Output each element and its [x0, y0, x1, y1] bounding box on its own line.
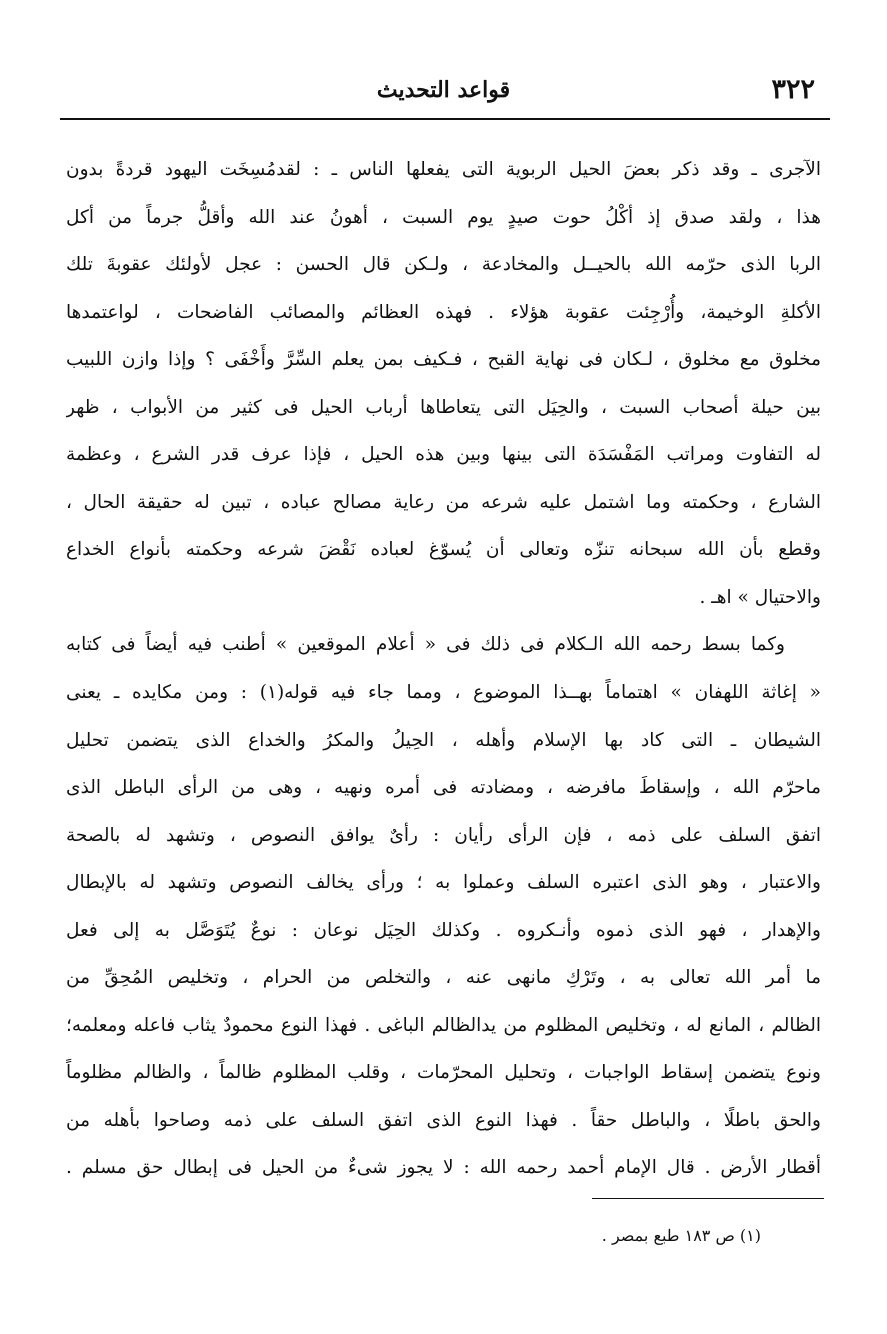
- footnote-rule: [592, 1198, 824, 1199]
- text-line: أقطار الأرض . قال الإمام أحمد رحمه الله : لا يجوز شىءٌ من الحيل فى إبطال حق مسلم .: [66, 1157, 821, 1179]
- body-text: [66, 146, 821, 1192]
- text-line: وكما بسط رحمه الله الـكلام فى ذلك فى « أعلام الموقعين » أطنب فيه أيضاً فى كتابه: [66, 634, 785, 656]
- text-line: الآجرى ـ وقد ذكر بعضَ الحيل الربوية التى يفعلها الناس ـ : لقدمُسِخَت اليهود قردةً بدون: [66, 159, 821, 180]
- text-line: هذا ، ولقد صدق إذ أكْلُ حوت صيدٍ يوم السبت ، أهونُ عند الله وأقلُّ جرماً من أكل: [66, 206, 821, 228]
- text-line: الأكلةِ الوخيمة، وأُرْجِئت عقوبة هؤلاء . فهذه العظائم والمصائب الفاضحات ، لواعتمدها: [66, 301, 821, 323]
- text-line: ما أمر الله تعالى به ، وتَرْكِ مانهى عنه ، والتخلص من الحرام ، وتخليص المُحِقِّ من: [66, 967, 821, 989]
- text-line: الشيطان ـ التى كاد بها الإسلام وأهله ، الحِيلُ والمكرُ والخداع الذى يتضمن تحليل: [66, 729, 821, 751]
- text-line: والإهدار ، فهو الذى ذموه وأنـكروه . وكذلك الحِيَل نوعان : نوعٌ يُتَوَصَّل به إلى فعل: [66, 919, 821, 941]
- text-line: وقطع بأن الله سبحانه تنزّه وتعالى أن يُسوّغ لعباده نَقْضَ شرعه وحكمته بأنواع الخداع: [66, 539, 821, 561]
- text-line: الظالم ، المانع له ، وتخليص المظلوم من يدالظالم الباغى . فهذا النوع محمودٌ يثاب فاعله ومعلمه؛: [66, 1014, 821, 1036]
- text-line: الربا الذى حرّمه الله بالحيــل والمخادعة ، ولـكن قال الحسن : عجل لأولئك عقوبةَ تلك: [66, 254, 821, 276]
- text-line: اتفق السلف على ذمه ، فإن الرأى رأيان : رأىٌ يوافق النصوص ، وتشهد له بالصحة: [66, 824, 821, 846]
- text-line: والاحتيال » اهـ .: [699, 586, 821, 608]
- header-rule: [60, 118, 830, 120]
- text-line: ونوع يتضمن إسقاط الواجبات ، وتحليل المحرّمات ، وقلب المظلوم ظالماً ، والظالم مظلوماً: [66, 1062, 821, 1084]
- text-line: مخلوق مع مخلوق ، لـكان فى نهاية القبح ، فـكيف بمن يعلم السِّرَّ وأَخْفَى ؟ وإذا وازن اللبيب: [66, 349, 821, 371]
- text-line: « إغاثة اللهفان » اهتماماً بهــذا الموضوع ، ومما جاء فيه قوله(١) : ومن مكايده ـ يعنى: [66, 682, 821, 704]
- text-line: بين حيلة أصحاب السبت ، والحِيَل التى يتعاطاها أرباب الحيل فى كثير من الأبواب ، ظهر: [66, 396, 821, 418]
- text-line: والحق باطلًا ، والباطل حقاً . فهذا النوع الذى اتفق السلف على ذمه وصاحوا بأهله من: [66, 1109, 821, 1131]
- page-number: ٣٢٢: [771, 74, 815, 105]
- text-line: له التفاوت ومراتب المَفْسَدَة التى بينها وبين هذه الحيل ، فإذا عرف قدر الشرع ، وعظمة: [66, 444, 821, 466]
- footnote: (١) ص ١٨٣ طبع بمصر .: [601, 1226, 761, 1245]
- page-header: [60, 74, 827, 114]
- text-line: الشارع ، وحكمته وما اشتمل عليه شرعه من رعاية مصالح عباده ، تبين له حقيقة الحال ،: [66, 491, 821, 513]
- running-title: قواعد التحديث: [376, 77, 511, 103]
- text-line: ماحرّم الله ، وإسقاطَ مافرضه ، ومضادته فى أمره ونهيه ، وهى من الرأى الباطل الذى: [66, 777, 821, 799]
- text-line: والاعتبار ، وهو الذى اعتبره السلف وعملوا به ؛ ورأى يخالف النصوص وتشهد له بالإبطال: [66, 872, 821, 894]
